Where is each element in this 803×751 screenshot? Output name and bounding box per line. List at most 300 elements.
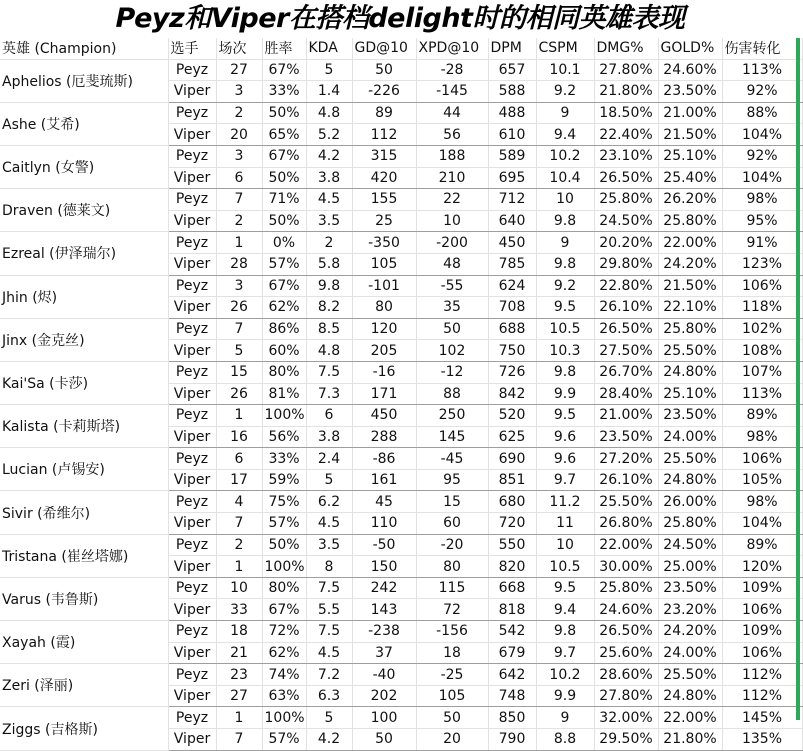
table-cell[interactable]: 2.4 (306, 448, 352, 470)
player-cell[interactable]: Peyz (168, 405, 216, 427)
table-cell[interactable]: 488 (488, 102, 536, 124)
player-cell[interactable]: Peyz (168, 491, 216, 513)
table-cell[interactable]: 7.2 (306, 664, 352, 686)
table-cell[interactable]: 9.2 (536, 81, 594, 103)
table-cell[interactable]: 24.00% (658, 426, 722, 448)
table-cell[interactable]: 23.10% (594, 145, 658, 167)
table-cell[interactable]: 708 (488, 297, 536, 319)
table-cell[interactable]: 25.40% (658, 167, 722, 189)
table-cell[interactable]: 33% (262, 81, 306, 103)
table-cell[interactable]: 4.5 (306, 642, 352, 664)
table-cell[interactable]: 9.7 (536, 642, 594, 664)
table-cell[interactable]: 50 (352, 59, 416, 81)
table-cell[interactable]: 56 (416, 124, 488, 146)
player-cell[interactable]: Viper (168, 642, 216, 664)
table-cell[interactable]: -20 (416, 534, 488, 556)
player-cell[interactable]: Viper (168, 81, 216, 103)
table-cell[interactable]: 25.60% (594, 642, 658, 664)
table-cell[interactable]: 105% (722, 469, 802, 491)
table-cell[interactable]: 610 (488, 124, 536, 146)
table-cell[interactable]: 50 (416, 318, 488, 340)
table-cell[interactable]: 420 (352, 167, 416, 189)
table-cell[interactable]: 315 (352, 145, 416, 167)
table-cell[interactable]: 24.80% (658, 361, 722, 383)
table-cell[interactable]: 3.5 (306, 210, 352, 232)
table-cell[interactable]: 112 (352, 124, 416, 146)
player-cell[interactable]: Viper (168, 426, 216, 448)
table-cell[interactable]: 2 (216, 534, 262, 556)
table-cell[interactable]: 135% (722, 729, 802, 751)
table-cell[interactable]: 24.50% (658, 534, 722, 556)
table-cell[interactable]: 22.00% (658, 232, 722, 254)
table-cell[interactable]: -28 (416, 59, 488, 81)
table-cell[interactable]: 27 (216, 59, 262, 81)
table-cell[interactable]: 21.50% (658, 124, 722, 146)
column-header[interactable]: DMG% (594, 38, 658, 59)
table-cell[interactable]: 10 (416, 210, 488, 232)
table-cell[interactable]: 102% (722, 318, 802, 340)
table-cell[interactable]: 23.50% (658, 405, 722, 427)
table-cell[interactable]: 113% (722, 383, 802, 405)
column-header[interactable]: KDA (306, 38, 352, 59)
table-cell[interactable]: 107% (722, 361, 802, 383)
table-cell[interactable]: 10 (536, 534, 594, 556)
table-cell[interactable]: 520 (488, 405, 536, 427)
table-cell[interactable]: 9.8 (536, 253, 594, 275)
table-cell[interactable]: 92% (722, 81, 802, 103)
table-cell[interactable]: 26.50% (594, 167, 658, 189)
table-cell[interactable]: 145 (416, 426, 488, 448)
table-cell[interactable]: 28.40% (594, 383, 658, 405)
table-cell[interactable]: 26.50% (594, 621, 658, 643)
table-cell[interactable]: 123% (722, 253, 802, 275)
table-cell[interactable]: 100% (262, 405, 306, 427)
table-cell[interactable]: 11 (536, 513, 594, 535)
table-cell[interactable]: 9.8 (306, 275, 352, 297)
table-cell[interactable]: 4.8 (306, 340, 352, 362)
table-cell[interactable]: 33% (262, 448, 306, 470)
table-cell[interactable]: 59% (262, 469, 306, 491)
table-cell[interactable]: 22 (416, 189, 488, 211)
table-cell[interactable]: -16 (352, 361, 416, 383)
table-cell[interactable]: 679 (488, 642, 536, 664)
table-cell[interactable]: 26 (216, 297, 262, 319)
table-cell[interactable]: 29.50% (594, 729, 658, 751)
table-cell[interactable]: 25.00% (658, 556, 722, 578)
player-cell[interactable]: Viper (168, 210, 216, 232)
table-cell[interactable]: 16 (216, 426, 262, 448)
table-cell[interactable]: 640 (488, 210, 536, 232)
table-cell[interactable]: 33 (216, 599, 262, 621)
table-cell[interactable]: 588 (488, 81, 536, 103)
table-cell[interactable]: 9.7 (536, 469, 594, 491)
table-cell[interactable]: 104% (722, 124, 802, 146)
table-cell[interactable]: 6 (306, 405, 352, 427)
table-cell[interactable]: -40 (352, 664, 416, 686)
table-cell[interactable]: 57% (262, 253, 306, 275)
player-cell[interactable]: Peyz (168, 145, 216, 167)
table-cell[interactable]: 23.20% (658, 599, 722, 621)
table-cell[interactable]: 26 (216, 383, 262, 405)
table-cell[interactable]: 57% (262, 729, 306, 751)
table-cell[interactable]: 202 (352, 685, 416, 707)
table-cell[interactable]: 3.5 (306, 534, 352, 556)
table-cell[interactable]: 67% (262, 599, 306, 621)
table-cell[interactable]: 9.6 (536, 448, 594, 470)
table-cell[interactable]: 5 (306, 59, 352, 81)
table-cell[interactable]: 7 (216, 513, 262, 535)
table-cell[interactable]: 100% (262, 707, 306, 729)
table-cell[interactable]: 44 (416, 102, 488, 124)
table-cell[interactable]: 89% (722, 534, 802, 556)
table-cell[interactable]: 27.50% (594, 340, 658, 362)
column-header[interactable]: 选手 (168, 38, 216, 59)
table-cell[interactable]: 205 (352, 340, 416, 362)
table-cell[interactable]: 668 (488, 577, 536, 599)
table-cell[interactable]: 25.80% (658, 513, 722, 535)
table-cell[interactable]: 75% (262, 491, 306, 513)
table-cell[interactable]: 37 (352, 642, 416, 664)
champion-cell[interactable]: Aphelios (厄斐琉斯) (0, 59, 168, 102)
table-cell[interactable]: 550 (488, 534, 536, 556)
table-cell[interactable]: 5.8 (306, 253, 352, 275)
table-cell[interactable]: -350 (352, 232, 416, 254)
player-cell[interactable]: Peyz (168, 59, 216, 81)
player-cell[interactable]: Viper (168, 340, 216, 362)
table-cell[interactable]: 105 (416, 685, 488, 707)
player-cell[interactable]: Viper (168, 297, 216, 319)
table-cell[interactable]: 10.3 (536, 340, 594, 362)
table-cell[interactable]: 1 (216, 405, 262, 427)
table-cell[interactable]: 11.2 (536, 491, 594, 513)
table-cell[interactable]: 22.00% (594, 534, 658, 556)
column-header[interactable]: GOLD% (658, 38, 722, 59)
column-header[interactable]: 胜率 (262, 38, 306, 59)
table-cell[interactable]: 680 (488, 491, 536, 513)
table-cell[interactable]: 22.00% (658, 707, 722, 729)
table-cell[interactable]: 9.5 (536, 405, 594, 427)
table-cell[interactable]: 57% (262, 513, 306, 535)
table-cell[interactable]: 25 (352, 210, 416, 232)
table-cell[interactable]: 62% (262, 642, 306, 664)
table-cell[interactable]: 9.2 (536, 275, 594, 297)
table-cell[interactable]: 88% (722, 102, 802, 124)
table-cell[interactable]: 26.70% (594, 361, 658, 383)
table-cell[interactable]: 20 (416, 729, 488, 751)
table-cell[interactable]: 81% (262, 383, 306, 405)
table-cell[interactable]: 22.40% (594, 124, 658, 146)
table-cell[interactable]: 24.60% (594, 599, 658, 621)
table-cell[interactable]: 1 (216, 232, 262, 254)
table-cell[interactable]: 9.8 (536, 621, 594, 643)
table-cell[interactable]: 22.10% (658, 297, 722, 319)
table-cell[interactable]: 188 (416, 145, 488, 167)
table-cell[interactable]: 9.9 (536, 685, 594, 707)
table-cell[interactable]: 25.50% (658, 448, 722, 470)
table-cell[interactable]: 104% (722, 167, 802, 189)
table-cell[interactable]: 750 (488, 340, 536, 362)
table-cell[interactable]: 726 (488, 361, 536, 383)
table-cell[interactable]: 18 (216, 621, 262, 643)
table-cell[interactable]: 86% (262, 318, 306, 340)
table-cell[interactable]: 80 (352, 297, 416, 319)
table-cell[interactable]: 143 (352, 599, 416, 621)
table-cell[interactable]: 10 (536, 189, 594, 211)
table-cell[interactable]: 28 (216, 253, 262, 275)
table-cell[interactable]: -156 (416, 621, 488, 643)
table-cell[interactable]: 25.80% (594, 189, 658, 211)
table-cell[interactable]: -86 (352, 448, 416, 470)
table-cell[interactable]: 28.60% (594, 664, 658, 686)
table-cell[interactable]: 7 (216, 729, 262, 751)
player-cell[interactable]: Viper (168, 556, 216, 578)
table-cell[interactable]: -50 (352, 534, 416, 556)
table-cell[interactable]: 5.2 (306, 124, 352, 146)
player-cell[interactable]: Viper (168, 729, 216, 751)
table-cell[interactable]: 4.8 (306, 102, 352, 124)
player-cell[interactable]: Peyz (168, 102, 216, 124)
table-cell[interactable]: 27.80% (594, 685, 658, 707)
column-header[interactable]: 伤害转化 (722, 38, 802, 59)
table-cell[interactable]: 62% (262, 297, 306, 319)
player-cell[interactable]: Peyz (168, 361, 216, 383)
table-cell[interactable]: 712 (488, 189, 536, 211)
table-cell[interactable]: 10.5 (536, 556, 594, 578)
table-cell[interactable]: 720 (488, 513, 536, 535)
table-cell[interactable]: 9.8 (536, 361, 594, 383)
table-cell[interactable]: 589 (488, 145, 536, 167)
table-cell[interactable]: 26.50% (594, 318, 658, 340)
table-cell[interactable]: 9 (536, 707, 594, 729)
table-cell[interactable]: 26.10% (594, 469, 658, 491)
player-cell[interactable]: Viper (168, 253, 216, 275)
table-cell[interactable]: 26.20% (658, 189, 722, 211)
table-cell[interactable]: 30.00% (594, 556, 658, 578)
table-cell[interactable]: 150 (352, 556, 416, 578)
table-cell[interactable]: 624 (488, 275, 536, 297)
player-cell[interactable]: Viper (168, 167, 216, 189)
table-cell[interactable]: 3 (216, 275, 262, 297)
table-cell[interactable]: -25 (416, 664, 488, 686)
table-cell[interactable]: 7 (216, 189, 262, 211)
table-cell[interactable]: 0% (262, 232, 306, 254)
table-cell[interactable]: 24.80% (658, 685, 722, 707)
table-cell[interactable]: 3 (216, 145, 262, 167)
table-cell[interactable]: 112% (722, 685, 802, 707)
table-cell[interactable]: 67% (262, 59, 306, 81)
table-cell[interactable]: 3 (216, 81, 262, 103)
table-cell[interactable]: 21 (216, 642, 262, 664)
table-cell[interactable]: 450 (488, 232, 536, 254)
table-cell[interactable]: 161 (352, 469, 416, 491)
table-cell[interactable]: 8.5 (306, 318, 352, 340)
table-cell[interactable]: 98% (722, 189, 802, 211)
table-cell[interactable]: 24.00% (658, 642, 722, 664)
table-cell[interactable]: 95% (722, 210, 802, 232)
table-cell[interactable]: 106% (722, 642, 802, 664)
table-cell[interactable]: 50 (416, 707, 488, 729)
table-cell[interactable]: -145 (416, 81, 488, 103)
champion-cell[interactable]: Zeri (泽丽) (0, 664, 168, 707)
table-cell[interactable]: 71% (262, 189, 306, 211)
table-cell[interactable]: 98% (722, 491, 802, 513)
table-cell[interactable]: -200 (416, 232, 488, 254)
table-cell[interactable]: 88 (416, 383, 488, 405)
player-cell[interactable]: Viper (168, 383, 216, 405)
table-cell[interactable]: 67% (262, 145, 306, 167)
table-cell[interactable]: 250 (416, 405, 488, 427)
player-cell[interactable]: Viper (168, 469, 216, 491)
table-cell[interactable]: -45 (416, 448, 488, 470)
table-cell[interactable]: 820 (488, 556, 536, 578)
table-cell[interactable]: 8.2 (306, 297, 352, 319)
table-cell[interactable]: 145% (722, 707, 802, 729)
table-cell[interactable]: 106% (722, 448, 802, 470)
table-cell[interactable]: 7.5 (306, 577, 352, 599)
table-cell[interactable]: 98% (722, 426, 802, 448)
table-cell[interactable]: 50% (262, 210, 306, 232)
table-cell[interactable]: 4 (216, 491, 262, 513)
table-cell[interactable]: 688 (488, 318, 536, 340)
table-cell[interactable]: 542 (488, 621, 536, 643)
table-cell[interactable]: 56% (262, 426, 306, 448)
table-cell[interactable]: 50% (262, 534, 306, 556)
table-cell[interactable]: 18 (416, 642, 488, 664)
table-cell[interactable]: 10.1 (536, 59, 594, 81)
player-cell[interactable]: Peyz (168, 275, 216, 297)
table-cell[interactable]: 9 (536, 232, 594, 254)
table-cell[interactable]: 24.50% (594, 210, 658, 232)
table-cell[interactable]: 32.00% (594, 707, 658, 729)
table-cell[interactable]: 48 (416, 253, 488, 275)
player-cell[interactable]: Peyz (168, 577, 216, 599)
table-cell[interactable]: 26.00% (658, 491, 722, 513)
table-cell[interactable]: 23 (216, 664, 262, 686)
table-cell[interactable]: 118% (722, 297, 802, 319)
player-cell[interactable]: Peyz (168, 448, 216, 470)
table-cell[interactable]: 7.5 (306, 361, 352, 383)
column-header[interactable]: XPD@10 (416, 38, 488, 59)
column-header[interactable]: 英雄 (Champion) (0, 38, 168, 59)
column-header[interactable]: DPM (488, 38, 536, 59)
table-cell[interactable]: 89% (722, 405, 802, 427)
table-cell[interactable]: 20.20% (594, 232, 658, 254)
table-cell[interactable]: 850 (488, 707, 536, 729)
table-cell[interactable]: 74% (262, 664, 306, 686)
table-cell[interactable]: 91% (722, 232, 802, 254)
table-cell[interactable]: 65% (262, 124, 306, 146)
table-cell[interactable]: 21.00% (658, 102, 722, 124)
table-cell[interactable]: 24.20% (658, 253, 722, 275)
champion-cell[interactable]: Ezreal (伊泽瑞尔) (0, 232, 168, 275)
table-cell[interactable]: 67% (262, 275, 306, 297)
table-cell[interactable]: 1 (216, 556, 262, 578)
table-cell[interactable]: 80 (416, 556, 488, 578)
table-cell[interactable]: 25.80% (658, 318, 722, 340)
player-cell[interactable]: Peyz (168, 534, 216, 556)
table-cell[interactable]: 27 (216, 685, 262, 707)
table-cell[interactable]: 1 (216, 707, 262, 729)
table-cell[interactable]: 5 (216, 340, 262, 362)
table-cell[interactable]: 9.5 (536, 577, 594, 599)
champion-cell[interactable]: Kalista (卡莉斯塔) (0, 405, 168, 448)
table-cell[interactable]: 17 (216, 469, 262, 491)
table-cell[interactable]: 15 (216, 361, 262, 383)
table-cell[interactable]: -238 (352, 621, 416, 643)
table-cell[interactable]: 6 (216, 167, 262, 189)
champion-cell[interactable]: Varus (韦鲁斯) (0, 577, 168, 620)
table-cell[interactable]: 25.50% (658, 340, 722, 362)
table-cell[interactable]: 29.80% (594, 253, 658, 275)
player-cell[interactable]: Peyz (168, 664, 216, 686)
champion-cell[interactable]: Sivir (希维尔) (0, 491, 168, 534)
table-cell[interactable]: 8.8 (536, 729, 594, 751)
table-cell[interactable]: 7.5 (306, 621, 352, 643)
table-cell[interactable]: 10.4 (536, 167, 594, 189)
table-cell[interactable]: 115 (416, 577, 488, 599)
table-cell[interactable]: 4.2 (306, 729, 352, 751)
table-cell[interactable]: 72 (416, 599, 488, 621)
table-cell[interactable]: 105 (352, 253, 416, 275)
table-cell[interactable]: 9.4 (536, 124, 594, 146)
table-cell[interactable]: 7 (216, 318, 262, 340)
table-cell[interactable]: 104% (722, 513, 802, 535)
champion-cell[interactable]: Tristana (崔丝塔娜) (0, 534, 168, 577)
table-cell[interactable]: 450 (352, 405, 416, 427)
table-cell[interactable]: 2 (216, 210, 262, 232)
player-cell[interactable]: Peyz (168, 621, 216, 643)
table-cell[interactable]: 9 (536, 102, 594, 124)
table-cell[interactable]: 120 (352, 318, 416, 340)
table-cell[interactable]: 7.3 (306, 383, 352, 405)
table-cell[interactable]: 24.80% (658, 469, 722, 491)
table-cell[interactable]: -55 (416, 275, 488, 297)
table-cell[interactable]: 25.50% (594, 491, 658, 513)
table-cell[interactable]: 108% (722, 340, 802, 362)
table-cell[interactable]: 109% (722, 621, 802, 643)
table-cell[interactable]: 120% (722, 556, 802, 578)
table-cell[interactable]: 113% (722, 59, 802, 81)
champion-cell[interactable]: Ziggs (吉格斯) (0, 707, 168, 750)
player-cell[interactable]: Peyz (168, 707, 216, 729)
table-cell[interactable]: 695 (488, 167, 536, 189)
table-cell[interactable]: 288 (352, 426, 416, 448)
column-header[interactable]: 场次 (216, 38, 262, 59)
table-cell[interactable]: 6.3 (306, 685, 352, 707)
table-cell[interactable]: 50 (352, 729, 416, 751)
table-cell[interactable]: 748 (488, 685, 536, 707)
table-cell[interactable]: 23.50% (658, 81, 722, 103)
table-cell[interactable]: 106% (722, 275, 802, 297)
table-cell[interactable]: 18.50% (594, 102, 658, 124)
player-cell[interactable]: Peyz (168, 232, 216, 254)
table-cell[interactable]: 2 (216, 102, 262, 124)
champion-cell[interactable]: Xayah (霞) (0, 621, 168, 664)
table-cell[interactable]: 60 (416, 513, 488, 535)
champion-cell[interactable]: Kai'Sa (卡莎) (0, 361, 168, 404)
table-cell[interactable]: 35 (416, 297, 488, 319)
table-cell[interactable]: 6 (216, 448, 262, 470)
table-cell[interactable]: 110 (352, 513, 416, 535)
table-cell[interactable]: 8 (306, 556, 352, 578)
table-cell[interactable]: 26.10% (594, 297, 658, 319)
player-cell[interactable]: Peyz (168, 189, 216, 211)
table-cell[interactable]: 112% (722, 664, 802, 686)
champion-cell[interactable]: Lucian (卢锡安) (0, 448, 168, 491)
table-cell[interactable]: 25.80% (658, 210, 722, 232)
table-cell[interactable]: 9.4 (536, 599, 594, 621)
table-cell[interactable]: 24.20% (658, 621, 722, 643)
